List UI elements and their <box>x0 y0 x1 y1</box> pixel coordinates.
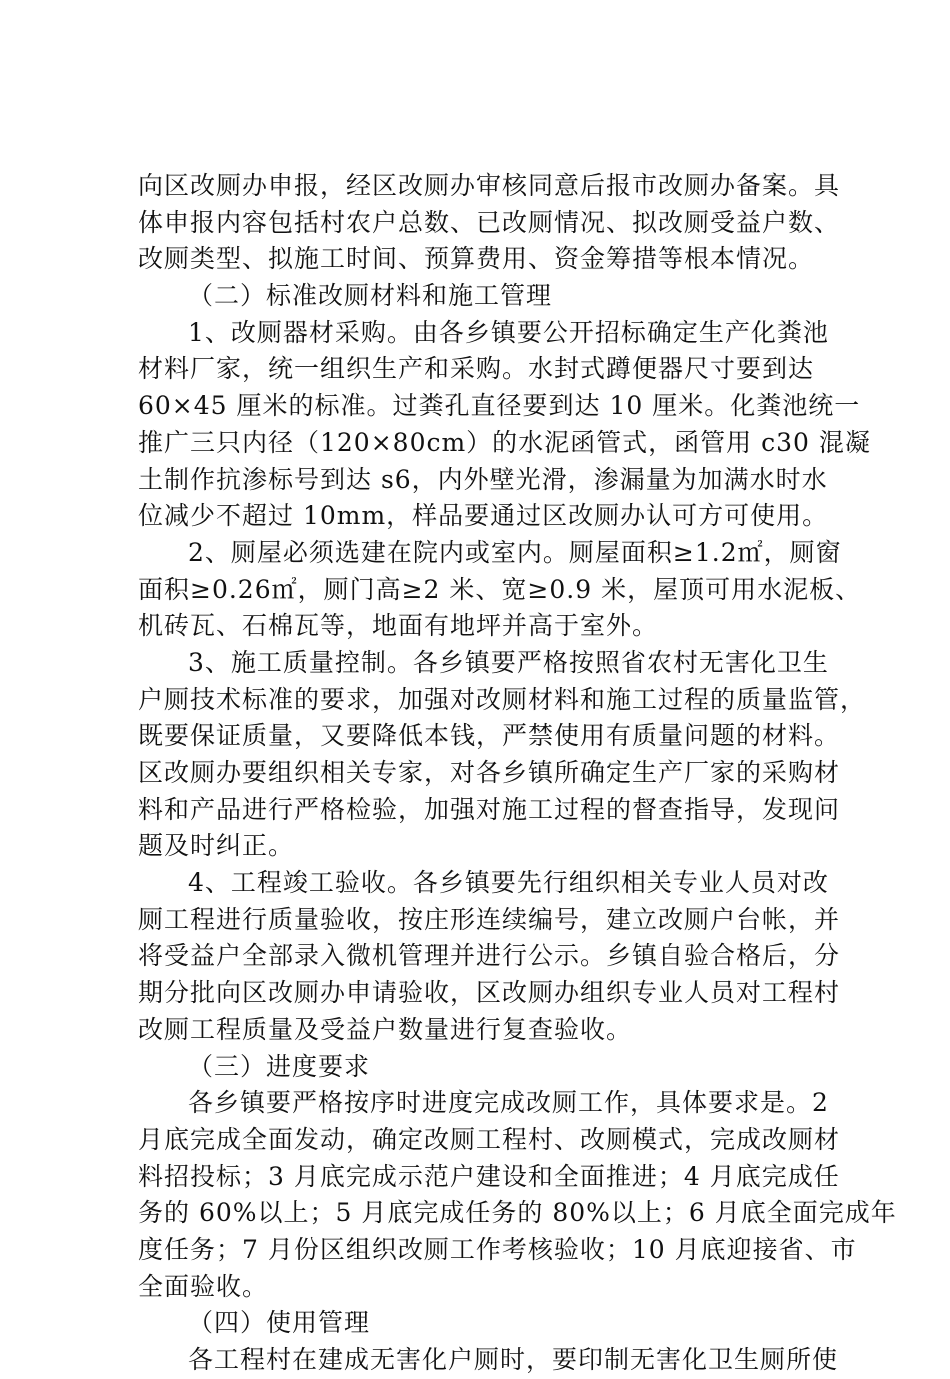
document-body <box>138 168 897 1379</box>
text-line: 务的 60%以上；5 月底完成任务的 80%以上；6 月底全面完成年 <box>138 1198 897 1228</box>
section-heading: （三）进度要求 <box>188 1051 371 1081</box>
section-heading: （四）使用管理 <box>188 1308 371 1338</box>
text-line: 改厕工程质量及受益户数量进行复查验收。 <box>138 1014 633 1044</box>
text-line: 向区改厕办申报，经区改厕办审核同意后报市改厕办备案。具 <box>138 171 841 200</box>
text-line: 改厕类型、拟施工时间、预算费用、资金筹措等根本情况。 <box>138 244 815 274</box>
text-line: 厕工程进行质量验收，按庄形连续编号，建立改厕户台帐，并 <box>138 904 841 934</box>
text-line: 月底完成全面发动，确定改厕工程村、改厕模式，完成改厕材 <box>138 1124 841 1154</box>
text-line: 户厕技术标准的要求，加强对改厕材料和施工过程的质量监管， <box>138 684 867 714</box>
text-line: 全面验收。 <box>138 1271 269 1301</box>
text-line: 既要保证质量，又要降低本钱，严禁使用有质量问题的材料。 <box>138 721 841 751</box>
text-line: 面积≥0.26㎡，厕门高≥2 米、宽≥0.9 米，屋顶可用水泥板、 <box>138 574 862 604</box>
paragraph-start: 4、工程竣工验收。各乡镇要先行组织相关专业人员对改 <box>188 868 829 898</box>
section-heading: （二）标准改厕材料和施工管理 <box>188 281 553 311</box>
text-line: 土制作抗渗标号到达 s6，内外壁光滑，渗漏量为加满水时水 <box>138 464 828 494</box>
paragraph-start: 2、厕屋必须选建在院内或室内。厕屋面积≥1.2㎡，厕窗 <box>188 537 842 567</box>
paragraph-start: 各乡镇要严格按序时进度完成改厕工作，具体要求是。2 <box>188 1088 829 1118</box>
text-line: 料招投标；3 月底完成示范户建设和全面推进；4 月底完成任 <box>138 1161 840 1191</box>
text-line: 材料厂家，统一组织生产和采购。水封式蹲便器尺寸要到达 <box>138 354 815 384</box>
text-line: 区改厕办要组织相关专家，对各乡镇所确定生产厂家的采购材 <box>138 758 841 787</box>
text-line: 度任务；7 月份区组织改厕工作考核验收；10 月底迎接省、市 <box>138 1234 857 1264</box>
paragraph-start: 1、改厕器材采购。由各乡镇要公开招标确定生产化粪池 <box>188 317 829 347</box>
text-line: 料和产品进行严格检验，加强对施工过程的督查指导，发现问 <box>138 794 841 824</box>
text-line: 推广三只内径（120×80cm）的水泥函管式，函管用 c30 混凝 <box>138 427 871 457</box>
text-line: 60×45 厘米的标准。过粪孔直径要到达 10 厘米。化粪池统一 <box>138 391 861 421</box>
text-line: 将受益户全部录入微机管理并进行公示。乡镇自验合格后，分 <box>138 941 841 971</box>
paragraph-start: 3、施工质量控制。各乡镇要严格按照省农村无害化卫生 <box>188 647 829 677</box>
text-line: 机砖瓦、石棉瓦等，地面有地坪并高于室外。 <box>138 611 659 641</box>
paragraph-start: 各工程村在建成无害化户厕时，要印制无害化卫生厕所使 <box>188 1345 839 1374</box>
text-line: 位减少不超过 10mm，样品要通过区改厕办认可方可使用。 <box>138 501 829 531</box>
text-line: 体申报内容包括村农户总数、已改厕情况、拟改厕受益户数、 <box>138 207 841 237</box>
text-line: 题及时纠正。 <box>138 831 295 861</box>
text-line: 期分批向区改厕办申请验收，区改厕办组织专业人员对工程村 <box>138 978 841 1008</box>
